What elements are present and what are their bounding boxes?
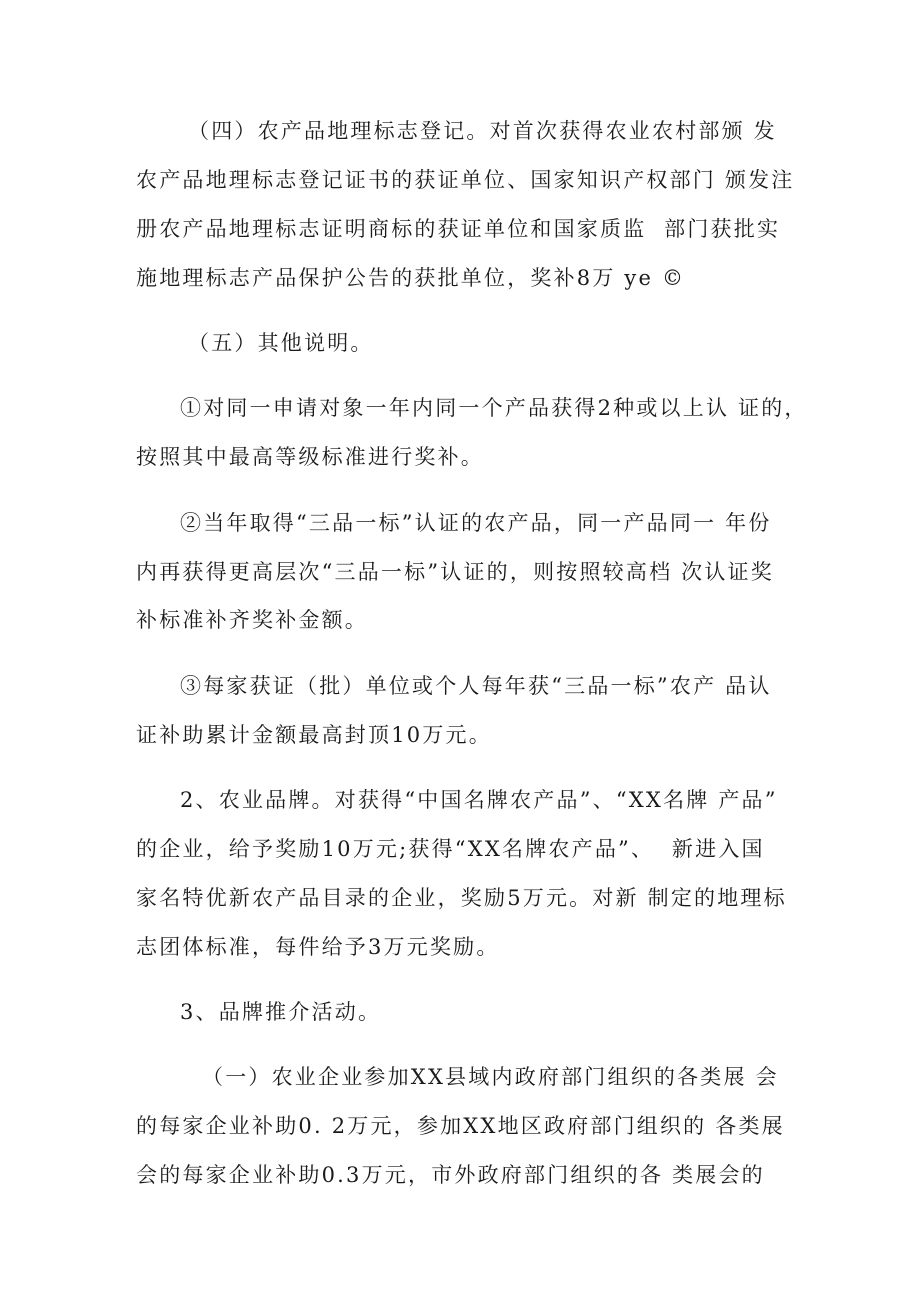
text-line: （五）其他说明。 bbox=[188, 331, 374, 355]
text-line: 3、品牌推介活动。 bbox=[180, 1000, 382, 1024]
text-line: 志团体标准，每件给予3万元奖励。 bbox=[136, 935, 500, 959]
text-line: 家名特优新农产品目录的企业，奖励5万元。对新 制定的地理标 bbox=[136, 886, 787, 910]
text-line: 证补助累计金额最高封顶10万元。 bbox=[136, 723, 492, 747]
text-line: （一）农业企业参加XX县域内政府部门组织的各类展 会 bbox=[202, 1065, 779, 1089]
text-line: 补标准补齐奖补金额。 bbox=[136, 608, 368, 632]
text-line: 内再获得更高层次“三品一标”认证的，则按照较高档 次认证奖 bbox=[136, 560, 774, 584]
text-line: 会的每家企业补助0.3万元，市外政府部门组织的各 类展会的 bbox=[136, 1163, 765, 1187]
text-line: 农产品地理标志登记证书的获证单位、国家知识产权部门 颁发注 bbox=[136, 168, 795, 192]
text-line: 施地理标志产品保护公告的获批单位，奖补8万 ye © bbox=[136, 266, 686, 290]
text-line: ②当年取得“三品一标”认证的农产品，同一产品同一 年份 bbox=[180, 511, 772, 535]
text-line: 的企业，给予奖励10万元;获得“XX名牌农产品”、 新进入国 bbox=[136, 837, 765, 861]
text-line: ①对同一申请对象一年内同一个产品获得2种或以上认 证的， bbox=[180, 396, 808, 420]
text-line: 2、农业品牌。对获得“中国名牌农产品”、“XX名牌 产品” bbox=[180, 788, 778, 812]
text-line: 按照其中最高等级标准进行奖补。 bbox=[136, 445, 484, 469]
text-line: ③每家获证（批）单位或个人每年获“三品一标”农产 品认 bbox=[180, 674, 772, 698]
text-line: 的每家企业补助0. 2万元，参加XX地区政府部门组织的 各类展 bbox=[136, 1114, 785, 1138]
text-line: （四）农产品地理标志登记。对首次获得农业农村部颁 发 bbox=[188, 119, 777, 143]
text-line: 册农产品地理标志证明商标的获证单位和国家质监 部门获批实 bbox=[136, 217, 781, 241]
